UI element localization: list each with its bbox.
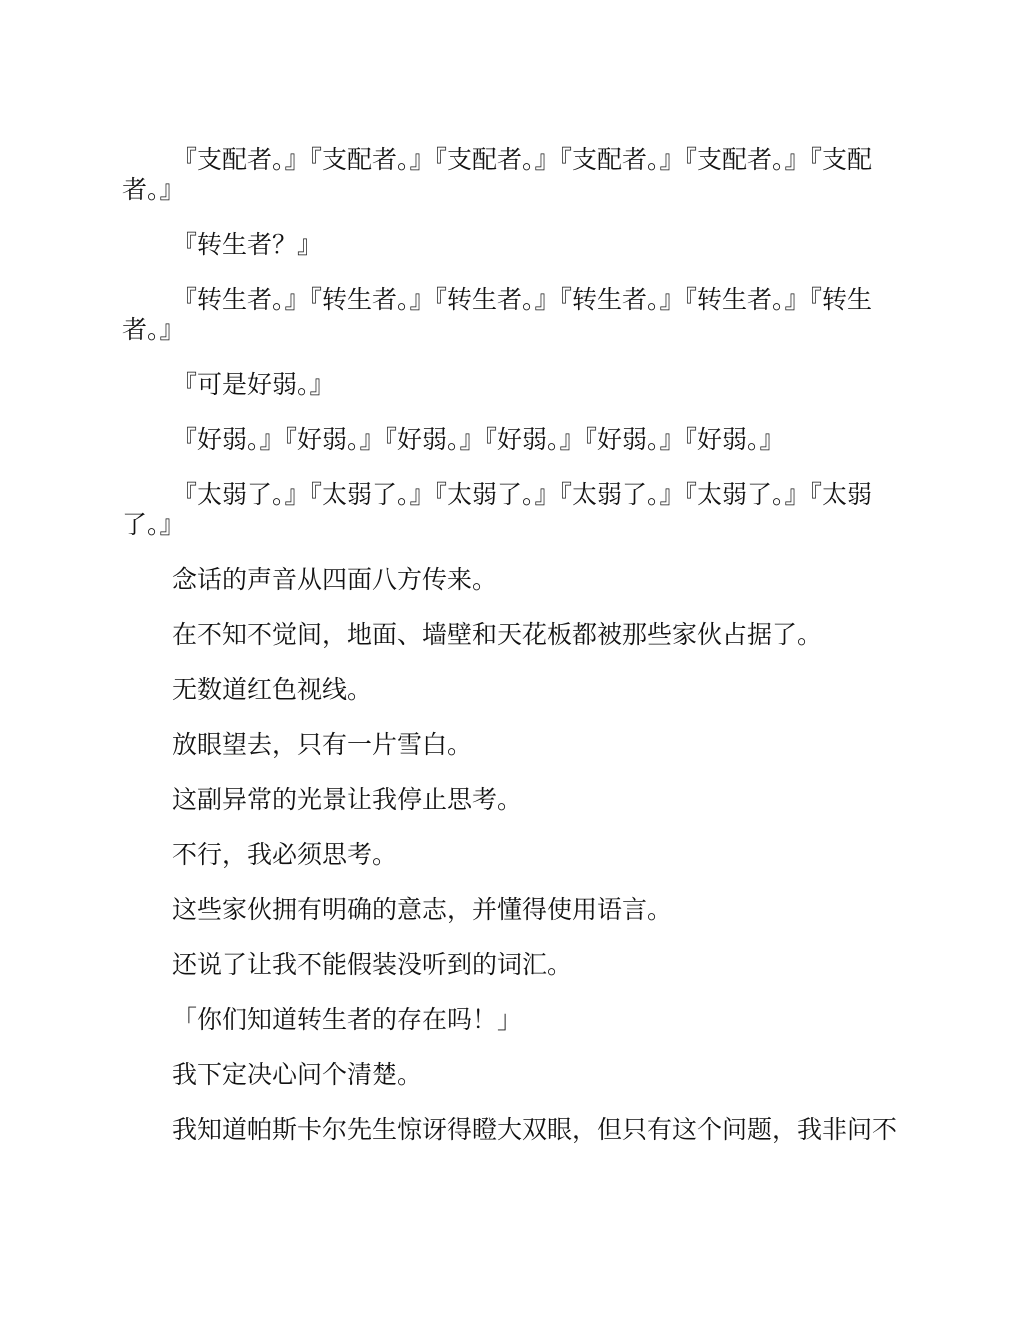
paragraph: 『太弱了。』『太弱了。』『太弱了。』『太弱了。』『太弱了。』『太弱了。』: [122, 480, 873, 539]
paragraph: 『支配者。』『支配者。』『支配者。』『支配者。』『支配者。』『支配者。』: [122, 145, 873, 204]
paragraph: 我知道帕斯卡尔先生惊讶得瞪大双眼，但只有这个问题，我非问不: [172, 1115, 898, 1144]
paragraph: 无数道红色视线。: [172, 675, 373, 704]
paragraph: 念话的声音从四面八方传来。: [172, 565, 498, 594]
text-body: [122, 145, 908, 1170]
paragraph: 放眼望去，只有一片雪白。: [172, 730, 473, 759]
paragraph: 「你们知道转生者的存在吗！」: [172, 1005, 523, 1034]
paragraph: 『转生者？』: [172, 230, 323, 259]
paragraph: 不行，我必须思考。: [172, 840, 398, 869]
paragraph: 我下定决心问个清楚。: [172, 1060, 423, 1089]
paragraph: 这副异常的光景让我停止思考。: [172, 785, 523, 814]
paragraph: 这些家伙拥有明确的意志，并懂得使用语言。: [172, 895, 673, 924]
paragraph: 『可是好弱。』: [172, 370, 335, 399]
paragraph: 还说了让我不能假装没听到的词汇。: [172, 950, 573, 979]
paragraph: 在不知不觉间，地面、墙壁和天花板都被那些家伙占据了。: [172, 620, 823, 649]
paragraph: 『好弱。』『好弱。』『好弱。』『好弱。』『好弱。』『好弱。』: [172, 425, 785, 454]
paragraph: 『转生者。』『转生者。』『转生者。』『转生者。』『转生者。』『转生者。』: [122, 285, 873, 344]
